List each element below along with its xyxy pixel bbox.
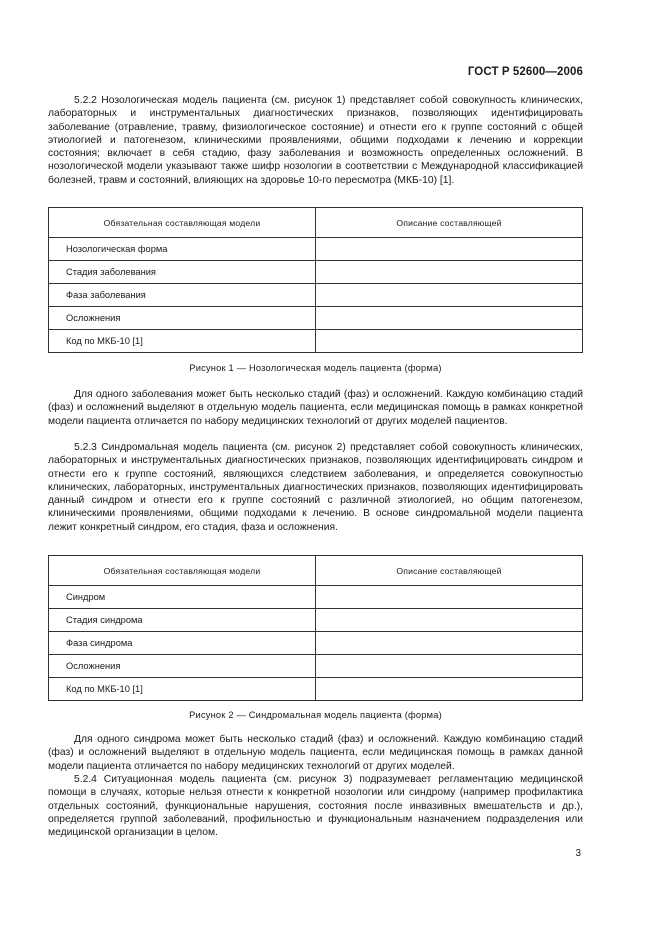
row-description-cell[interactable] xyxy=(316,307,583,330)
row-label: Код по МКБ-10 [1] xyxy=(49,678,316,701)
row-label: Осложнения xyxy=(49,307,316,330)
row-description-cell[interactable] xyxy=(316,609,583,632)
row-label: Фаза синдрома xyxy=(49,632,316,655)
row-description-cell[interactable] xyxy=(316,632,583,655)
row-description-cell[interactable] xyxy=(316,284,583,307)
paragraph-5-2-2 xyxy=(48,94,583,187)
row-label: Нозологическая форма xyxy=(49,238,316,261)
table-row xyxy=(49,307,583,330)
paragraph-text: Для одного синдрома может быть несколько стадий (фаз) и осложнений. Каждую комбинацию стадий (фаз) и осложнений выделяют в отдельную модель пациента, если медицинская помощь в рамках данной модели пациента отличается по набору медицинских технологий от других моделей. xyxy=(48,734,583,772)
table-header-row xyxy=(49,556,583,586)
row-description-cell[interactable] xyxy=(316,655,583,678)
column-header-description: Описание составляющей xyxy=(316,208,583,238)
table-row xyxy=(49,678,583,701)
syndromal-model-form-table xyxy=(48,555,583,701)
row-description-cell[interactable] xyxy=(316,238,583,261)
row-label: Стадия синдрома xyxy=(49,609,316,632)
paragraph-stages-note-2 xyxy=(48,733,583,773)
table-row xyxy=(49,632,583,655)
table-row xyxy=(49,261,583,284)
paragraph-5-2-3 xyxy=(48,441,583,534)
table-row xyxy=(49,586,583,609)
table-row xyxy=(49,284,583,307)
paragraph-5-2-4 xyxy=(48,773,583,839)
row-description-cell[interactable] xyxy=(316,678,583,701)
row-label: Синдром xyxy=(49,586,316,609)
paragraph-text: 5.2.3 Синдромальная модель пациента (см. рисунок 2) представляет собой совокупность клинических, лабораторных и инструментальных диагностических признаков, позволяющих идентифицировать синдром и отнести его к группе состояний, являющихся следствием заболевания, и определяется совокупностью клинических, лабораторных, инструментальных диагностических признаков, позволяющих идентифицировать данный синдром и отнести его к группе состояний с различной этиологией, но общим патогенезом, клиническими проявлениями, общими подходами к лечению. В основе синдромальной модели пациента лежит конкретный синдром, его стадия, фаза и осложнения. xyxy=(48,442,583,533)
table-row xyxy=(49,655,583,678)
figure-2-caption: Рисунок 2 — Синдромальная модель пациента (форма) xyxy=(189,710,442,720)
nosological-model-form-table xyxy=(48,207,583,353)
column-header-component: Обязательная составляющая модели xyxy=(49,208,316,238)
row-description-cell[interactable] xyxy=(316,261,583,284)
paragraph-text: 5.2.4 Ситуационная модель пациента (см. рисунок 3) подразумевает регламентацию медицинской помощи в случаях, которые нельзя отнести к конкретной нозологии или синдрому (например профилактика отдельных состояний, функциональные нарушения, состояния после инвазивных вмешательств и др.), определяется группой заболеваний, профильностью и функциональным назначением подразделения или медицинской организации в целом. xyxy=(48,774,583,839)
row-description-cell[interactable] xyxy=(316,586,583,609)
row-label: Стадия заболевания xyxy=(49,261,316,284)
row-description-cell[interactable] xyxy=(316,330,583,353)
table-row xyxy=(49,609,583,632)
row-label: Код по МКБ-10 [1] xyxy=(49,330,316,353)
paragraph-text: 5.2.2 Нозологическая модель пациента (см. рисунок 1) представляет собой совокупность клинических, лабораторных и инструментальных диагностических признаков, позволяющих идентифицировать заболевание (отравление, травму, физиологическое состояние) и отнести его к группе состояний с общей этиологией и патогенезом, клиническими проявлениями, общими подходами к лечению и коррекции состояния; включает в себя стадию, фазу заболевания и возможность определенных осложнений. В нозологической модели указывают также шифр нозологии в соответствии с Международной классификацией болезней, травм и состояний, влияющих на здоровье 10-го пересмотра (МКБ-10) [1]. xyxy=(48,95,583,186)
document-code: ГОСТ Р 52600—2006 xyxy=(467,66,583,78)
page-number: 3 xyxy=(575,848,581,859)
row-label: Фаза заболевания xyxy=(49,284,316,307)
figure-1-caption: Рисунок 1 — Нозологическая модель пациента (форма) xyxy=(189,363,442,373)
row-label: Осложнения xyxy=(49,655,316,678)
paragraph-stages-note-1 xyxy=(48,388,583,428)
table-row xyxy=(49,330,583,353)
column-header-description: Описание составляющей xyxy=(316,556,583,586)
column-header-component: Обязательная составляющая модели xyxy=(49,556,316,586)
paragraph-text: Для одного заболевания может быть несколько стадий (фаз) и осложнений. Каждую комбинацию стадий (фаз) и осложнений выделяют в отдельную модель пациента, если медицинская помощь в рамках конкретной модели пациента отличается по набору медицинских технологий от других моделей пациентов. xyxy=(48,389,583,427)
table-row xyxy=(49,238,583,261)
table-header-row xyxy=(49,208,583,238)
